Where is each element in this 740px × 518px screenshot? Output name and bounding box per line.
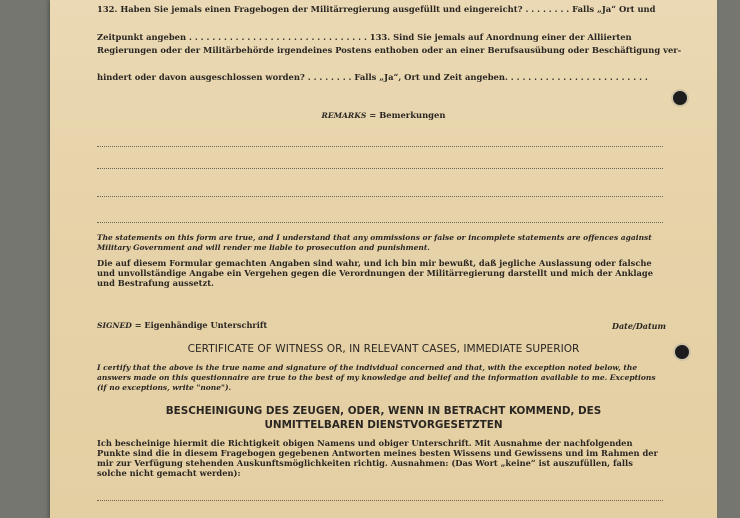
bescheinigung-german-text: Ich bescheinige hiermit die Richtigkeit obigen Namens und obiger Unterschrift. Mit Ausnahme der nachfolgenden Punkte sind die in diesem Fragebogen gegebenen Antworten meines besten Wissens und Gewissens und im Rahmen der mir zur Verfügung stehenden Auskunftsmöglichkeiten richtig. Ausnahmen: (Das Wort „keine“ ist auszufüllen, falls solche nicht gemacht werden): bbox=[97, 438, 658, 478]
remarks-heading: REMARKS = Bemerkungen bbox=[321, 110, 446, 120]
exceptions-line bbox=[97, 500, 663, 501]
statement-english: The statements on this form are true, and I understand that any ommissions or false or incomplete statements are offences against Military Government and will render me liable to prosecution and punishment. bbox=[97, 233, 652, 252]
question-133-line-4: hindert oder davon ausgeschlossen worden? . . . . . . . . Falls „Ja“, Ort und Zeit angeben. . . . . . . . . . . . . . . . . . . . . . . . . bbox=[97, 72, 648, 82]
certificate-english-text: I certify that the above is the true name and signature of the individual concerned and that, with the exception noted below, the answers made on this questionnaire are true to the best of my knowledge and belief and the information available to me. Exceptions (if no exceptions, write "none"). bbox=[97, 363, 656, 392]
remarks-en: REMARKS bbox=[321, 111, 367, 120]
punch-hole-top bbox=[671, 89, 689, 107]
questionnaire-page bbox=[50, 0, 717, 518]
remarks-de: Bemerkungen bbox=[379, 110, 446, 120]
statement-german: Die auf diesem Formular gemachten Angaben sind wahr, und ich bin mir bewußt, daß jegliche Auslassung oder falsche und unvollständige Angabe ein Vergehen gegen die Verordnungen der Militärregierung darstellt und mich der Anklage und Bestrafung aussetzt. bbox=[97, 258, 653, 288]
bescheinigung-title-line-1: BESCHEINIGUNG DES ZEUGEN, ODER, WENN IN BETRACHT KOMMEND, DES bbox=[165, 405, 602, 417]
remarks-line-4 bbox=[97, 222, 663, 223]
remarks-line-2 bbox=[97, 168, 663, 169]
question-132-line-2: Zeitpunkt angeben . . . . . . . . . . . . . . . . . . . . . . . . . . . . . . . 133. Sind Sie jemals auf Anordnung einer der Alliierten bbox=[97, 32, 632, 42]
remarks-line-3 bbox=[97, 196, 663, 197]
signed-de: Eigenhändige Unterschrift bbox=[144, 320, 268, 330]
signed-en: SIGNED bbox=[97, 321, 132, 330]
date-label: Date/Datum bbox=[612, 321, 666, 331]
signed-label: SIGNED = Eigenhändige Unterschrift bbox=[97, 320, 268, 330]
question-132-line-1: 132. Haben Sie jemals einen Fragebogen der Militärregierung ausgefüllt und eingereicht? . . . . . . . . Falls „Ja“ Ort und bbox=[97, 4, 656, 14]
certificate-title: CERTIFICATE OF WITNESS OR, IN RELEVANT CASES, IMMEDIATE SUPERIOR bbox=[187, 343, 580, 355]
bescheinigung-title-line-2: UNMITTELBAREN DIENSTVORGESETZTEN bbox=[264, 419, 503, 431]
remarks-line-1 bbox=[97, 146, 663, 147]
question-133-line-3: Regierungen oder der Militärbehörde irgendeines Postens enthoben oder an einer Berufsausübung oder Beschäftigung ver- bbox=[97, 45, 682, 55]
punch-hole-bottom bbox=[673, 343, 691, 361]
